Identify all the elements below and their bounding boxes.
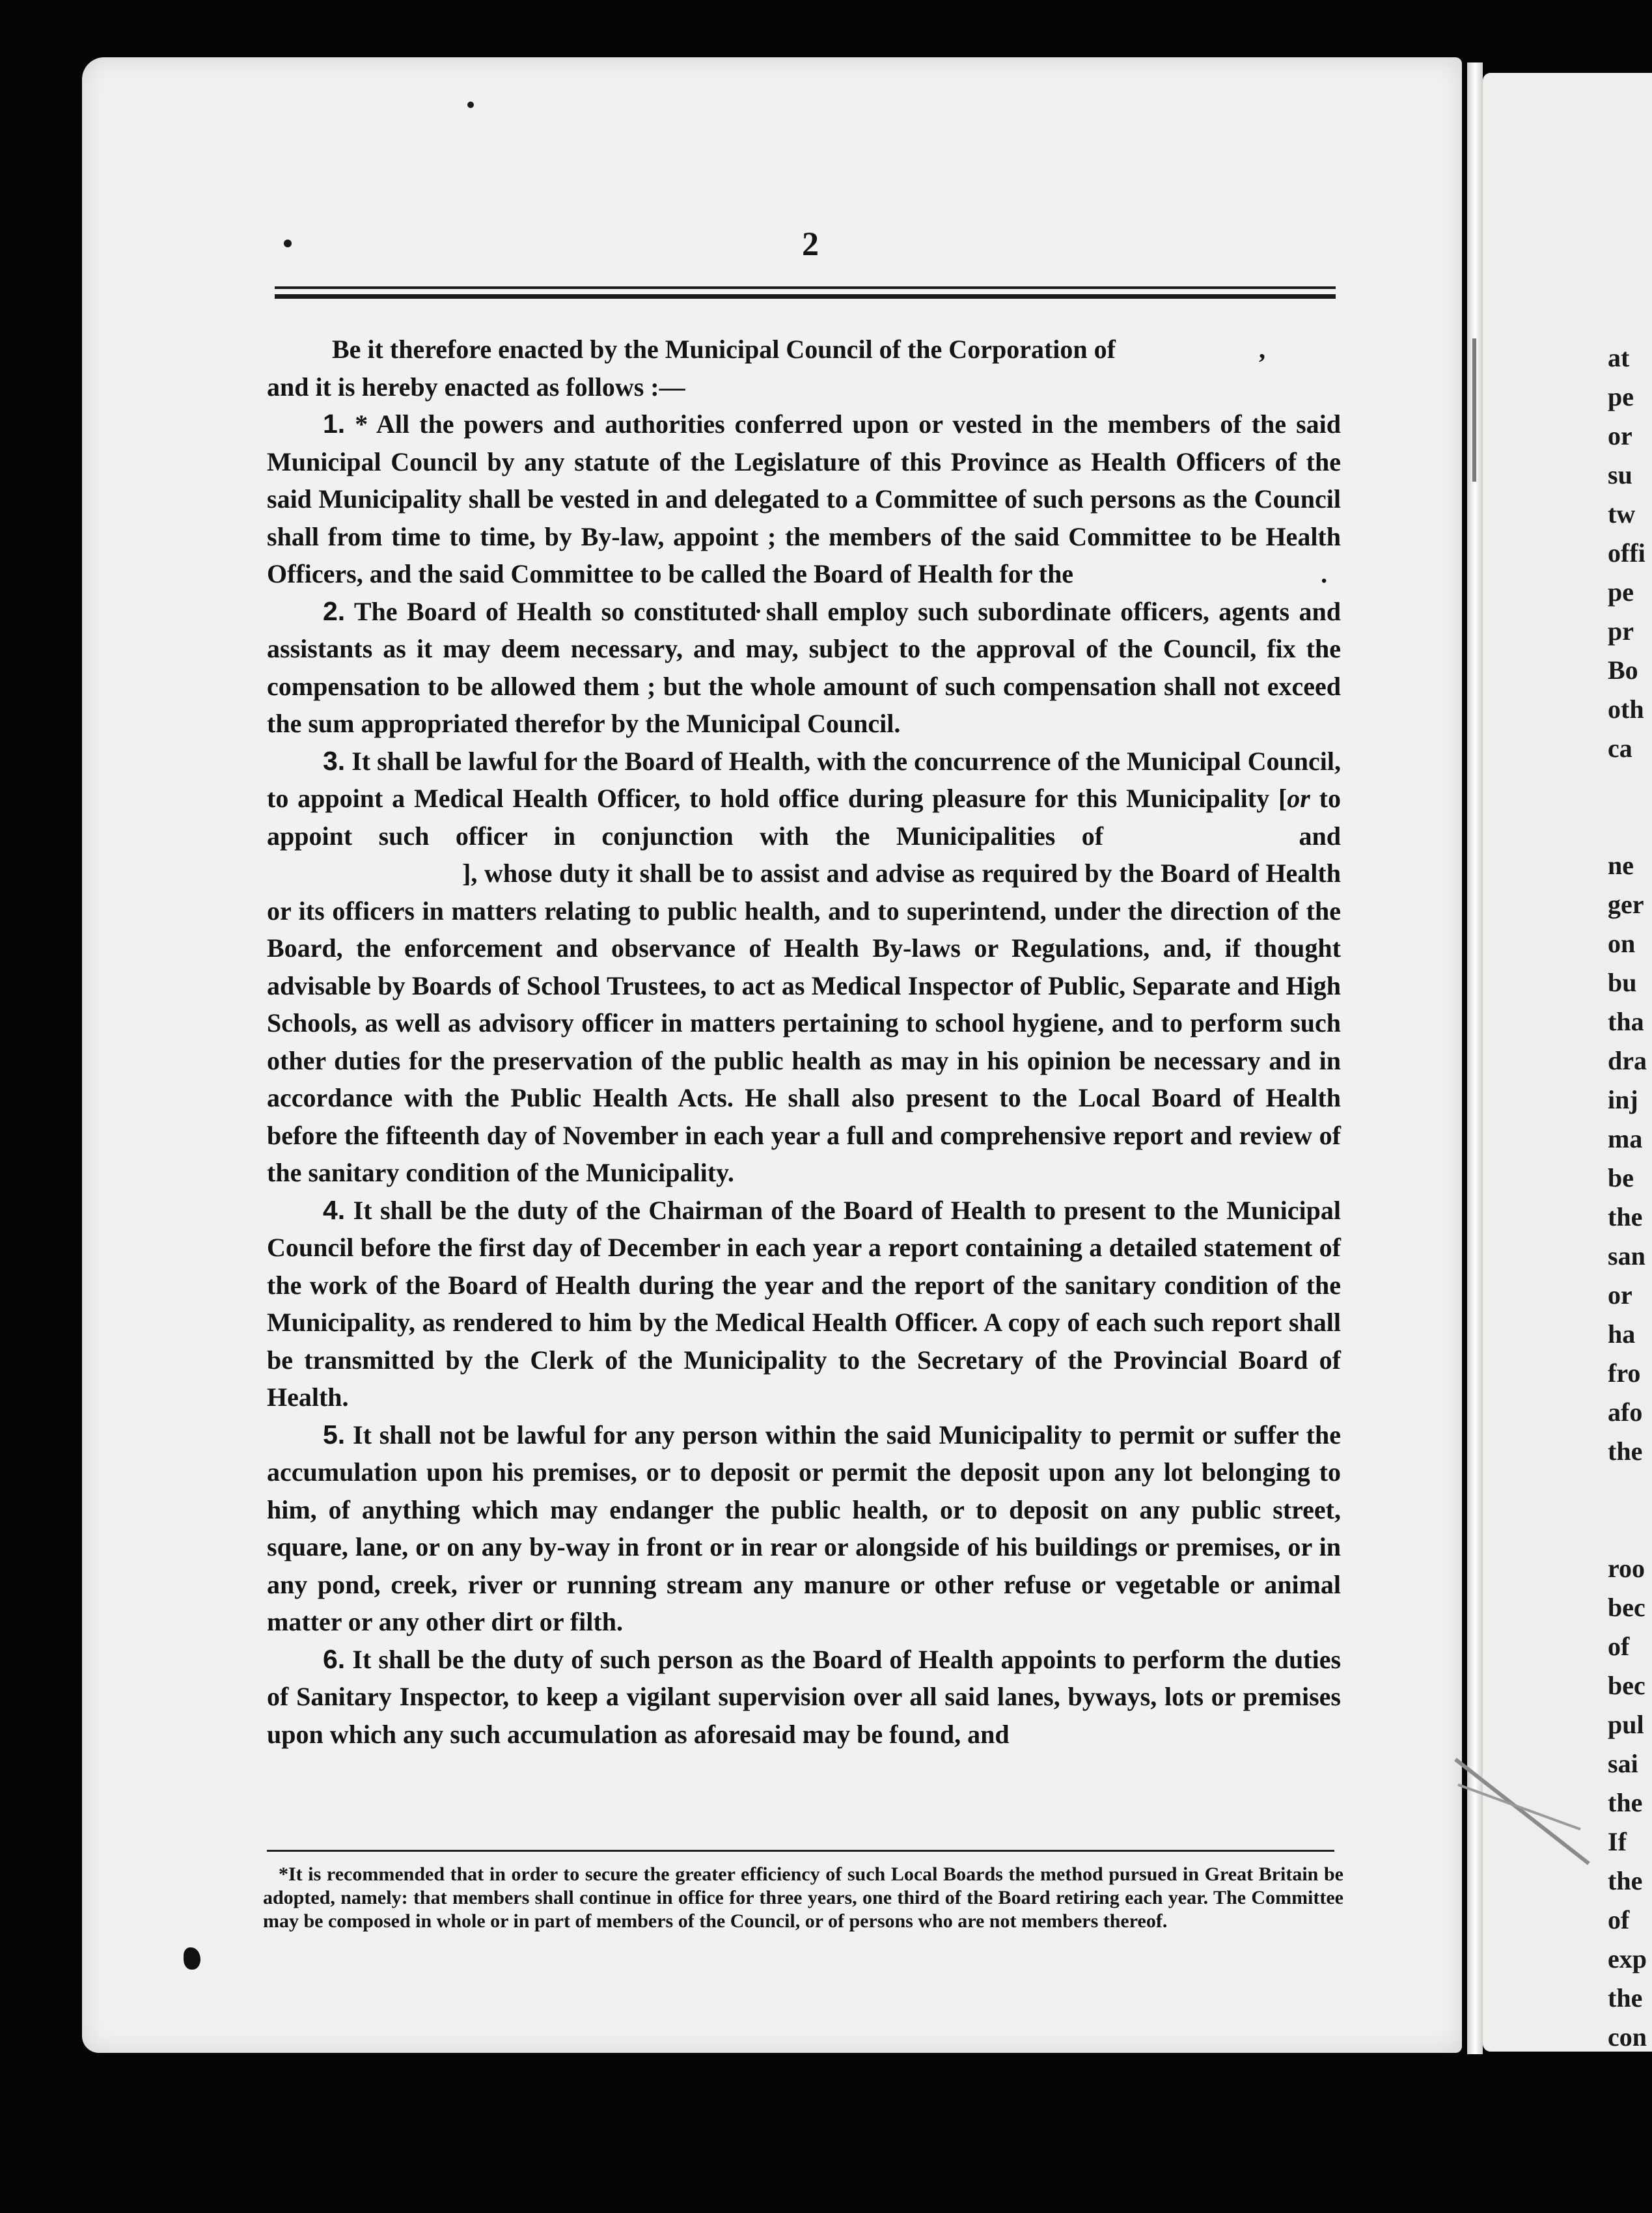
facing-page-fragment: sai <box>1608 1749 1638 1778</box>
facing-page-fragment <box>1608 1471 1647 1510</box>
facing-page-fragment: of <box>1608 1905 1630 1934</box>
facing-page-fragment: pe <box>1608 577 1634 607</box>
section-text: It shall be the duty of such person as the Board of Health appoints to perform the duties of Sanitary Inspector, to keep a vigilant supervision over all said lanes, byways, lots or premises upon which any such accumulation as aforesaid may be found, and <box>267 1644 1342 1749</box>
facing-page-fragment: pe <box>1608 382 1634 411</box>
facing-page-fragment: pul <box>1608 1710 1644 1739</box>
facing-page-fragment: su <box>1608 460 1632 489</box>
facing-page-fragment: on <box>1608 929 1636 958</box>
intro-line-2: and it is hereby enacted as follows :— <box>267 372 685 402</box>
facing-page-fragment <box>1608 807 1647 846</box>
section-text: ], whose duty it shall be to assist and advise as required by the Board of Health or its officers in matters relating to public health, and to superintend, under the direction of the Board, the enforcement and observance of Health By-laws or Regulations, and, if thought advisable by Boards of School Trustees, to act as Medical Inspector of Public, Separate and High Schools, as well as advisory officer in matters pertaining to school hygiene, and to perform such other duties for the preservation of the public health as may in his opinion be necessary and in accordance with the Public Health Acts. He shall also present to the Local Board of Health before the fifteenth day of November in each year a full and comprehensive report and review of the sanitary condition of the Municipality. <box>267 859 1341 1187</box>
facing-page-fragment: the <box>1608 1788 1643 1817</box>
section-and: and <box>1299 821 1342 851</box>
facing-page-fragment: offi <box>1608 538 1645 568</box>
facing-page-fragment: afo <box>1608 1397 1643 1427</box>
facing-page-fragment: ger <box>1608 890 1644 919</box>
bylaw-text <box>267 331 1341 1753</box>
facing-page-fragment: ne <box>1608 851 1634 880</box>
facing-page-fragment: Bo <box>1608 655 1638 685</box>
facing-page-fragment: bec <box>1608 1671 1645 1700</box>
section-number: 6. <box>323 1643 346 1674</box>
ink-speck <box>467 102 474 108</box>
section-text: It shall not be lawful for any person within the said Municipality to permit or suffer the accumulation upon his premises, or to deposit or permit the deposit upon any lot belonging to him, of anything which may endanger the public health, or to deposit on any public street, square, lane, or on any by-way in front or in rear or alongside of his buildings or premises, or in any pond, creek, river or running stream any manure or other refuse or vegetable or animal matter or any other dirt or filth. <box>267 1420 1342 1636</box>
intro-text: Be it therefore enacted by the Municipal Council of the Corporation of <box>332 335 1116 364</box>
facing-page-fragment: the <box>1608 1202 1643 1231</box>
facing-page-fragment: roo <box>1608 1554 1645 1583</box>
facing-page-fragment: the <box>1608 1866 1643 1895</box>
facing-page-fragment <box>1608 1510 1647 1549</box>
section-number: 5. <box>323 1419 346 1450</box>
binding-thread <box>1472 338 1476 482</box>
section-3 <box>267 743 1341 1192</box>
header-rule-bottom <box>275 294 1336 299</box>
section-text: to appoint such officer in conjunction with the Municipalities of <box>267 784 1341 851</box>
facing-page-fragment: at <box>1608 343 1630 372</box>
facing-page-fragment: tha <box>1608 1007 1644 1036</box>
facing-page-fragment: be <box>1608 1163 1634 1192</box>
section-2 <box>267 593 1341 743</box>
facing-page-fragment: fro <box>1608 1358 1641 1388</box>
footnote <box>263 1863 1343 1933</box>
section-6 <box>267 1641 1341 1753</box>
section-number: 3. <box>323 745 346 776</box>
facing-page-fragment: or <box>1608 1280 1632 1310</box>
facing-page-fragment: dra <box>1608 1046 1647 1075</box>
section-text: It shall be lawful for the Board of Health, with the concurrence of the Municipal Council, to appoint a Medical Health Officer, to hold office during pleasure for this Municipality [ <box>267 746 1341 813</box>
footnote-text: *It is recommended that in order to secure the greater efficiency of such Local Boards the method pursued in Great Britain be adopted, namely: that members shall continue in office for three years, one third of the Board retiring each year. The Committee may be composed in whole or in part of members of the Council, or of persons who are not members thereof. <box>263 1863 1343 1932</box>
facing-page-fragment: ma <box>1608 1124 1643 1153</box>
footnote-rule <box>267 1850 1334 1852</box>
facing-page-fragment: the <box>1608 1983 1643 2013</box>
section-tail: . <box>1321 559 1328 588</box>
facing-page-fragment: the <box>1608 1436 1643 1466</box>
facing-page-fragment: ca <box>1608 734 1632 763</box>
section-text: * All the powers and authorities conferred upon or vested in the members of the said Municipal Council by any statute of the Legislature of this Province as Health Officers of the said Municipality shall be vested in and delegated to a Committee of such persons as the Council shall from time to time, by By-law, appoint ; the members of the said Committee to be Health Officers, and the said Committee to be called the Board of Health for the <box>267 409 1341 588</box>
facing-page-fragment: oth <box>1608 694 1644 724</box>
ink-blot <box>184 1947 200 1970</box>
ink-speck <box>284 240 292 247</box>
facing-page-fragment: con <box>1608 2022 1647 2052</box>
facing-page-fragment: tw <box>1608 499 1636 529</box>
facing-page-fragment: bec <box>1608 1593 1645 1622</box>
intro-comma: , <box>1258 335 1265 364</box>
facing-page-fragment: bu <box>1608 968 1637 997</box>
section-4 <box>267 1192 1341 1416</box>
facing-page-fragment: or <box>1608 421 1632 450</box>
header-rule-top <box>275 286 1336 289</box>
page-number: 2 <box>802 226 819 263</box>
facing-page-fragment: san <box>1608 1241 1645 1271</box>
facing-page-fragment: exp <box>1608 1944 1647 1973</box>
facing-page-fragment <box>1608 768 1647 807</box>
facing-page-fragment: of <box>1608 1632 1630 1661</box>
section-number: 2. <box>323 596 346 626</box>
facing-page-fragment: pr <box>1608 616 1634 646</box>
section-5 <box>267 1416 1341 1641</box>
section-italic-or: or <box>1287 784 1310 813</box>
section-1 <box>267 405 1341 593</box>
section-text: The Board of Health so constituted shall employ such subordinate officers, agents and assistants as it may deem necessary, and may, subject to the approval of the Council, fix the compensation to be allowed them ; but the whole amount of such compensation shall not exceed the sum appropriated therefor by the Municipal Council. <box>267 596 1341 738</box>
facing-page-fragment: inj <box>1608 1085 1638 1114</box>
intro-line <box>267 331 1341 368</box>
section-number: 1. <box>323 409 346 439</box>
facing-page-fragment: ha <box>1608 1319 1636 1349</box>
section-number: 4. <box>323 1194 346 1225</box>
facing-page-fragment: If <box>1608 1827 1627 1856</box>
facing-page-text <box>1608 338 1647 2057</box>
section-text: It shall be the duty of the Chairman of the Board of Health to present to the Municipal Council before the first day of December in each year a report containing a detailed statement of the work of the Board of Health during the year and the report of the sanitary condition of the Municipality, as rendered to him by the Medical Health Officer. A copy of each such report shall be transmitted by the Clerk of the Municipality to the Secretary of the Provincial Board of Health. <box>267 1195 1341 1412</box>
